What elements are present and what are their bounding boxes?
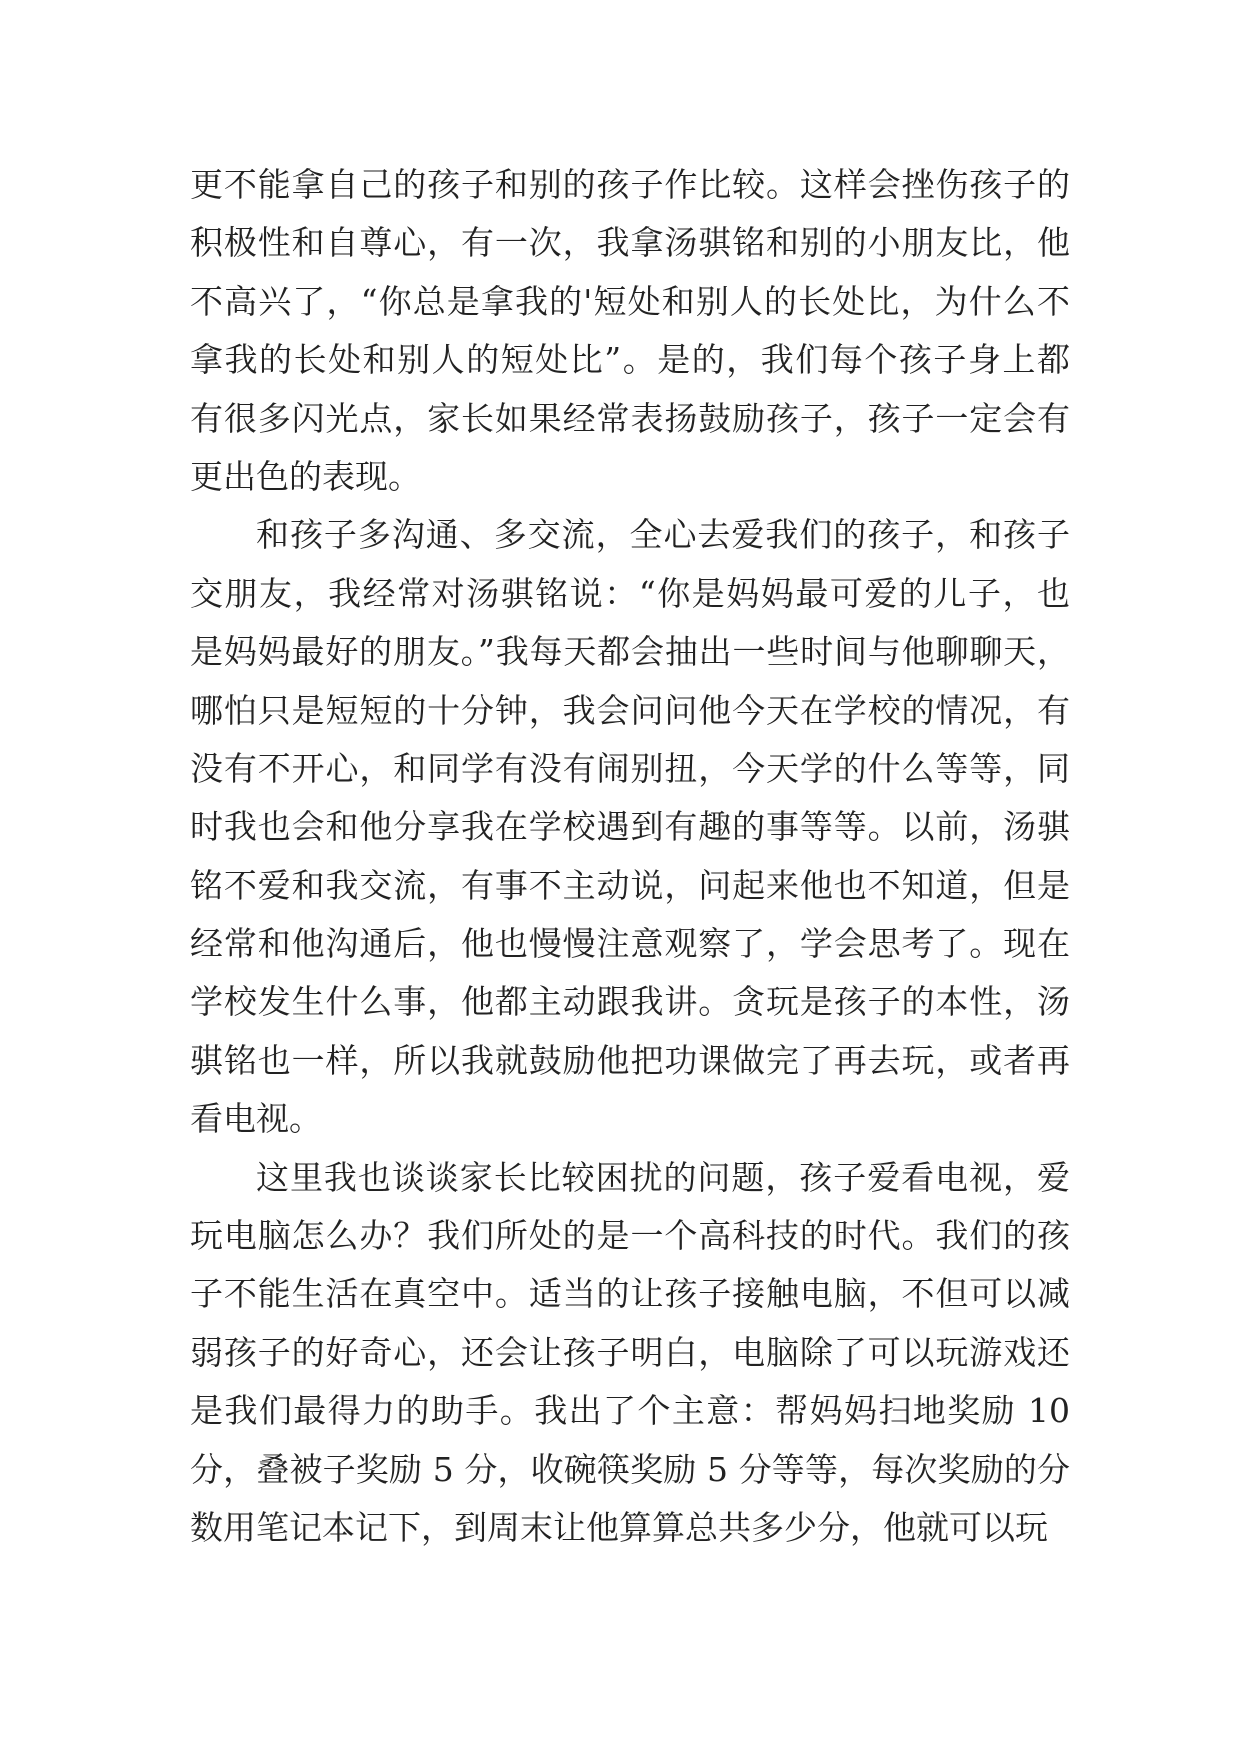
text-line: 是我们最得力的助手。我出了个主意：帮妈妈扫地奖励 10	[190, 1391, 1070, 1431]
text-line: 弱孩子的好奇心，还会让孩子明白，电脑除了可以玩游戏还	[190, 1332, 1070, 1372]
text-line: 分，叠被子奖励 5 分，收碗筷奖励 5 分等等，每次奖励的分	[190, 1449, 1070, 1489]
text-line: 铭不爱和我交流，有事不主动说，问起来他也不知道，但是	[190, 865, 1070, 905]
document-body	[190, 156, 1070, 1557]
text-line: 子不能生活在真空中。适当的让孩子接触电脑，不但可以减	[190, 1274, 1070, 1314]
text-line: 更不能拿自己的孩子和别的孩子作比较。这样会挫伤孩子的	[190, 165, 1070, 204]
text-line: 数用笔记本记下，到周末让他算算总共多少分，他就可以玩	[190, 1507, 1048, 1547]
text-line: 骐铭也一样，所以我就鼓励他把功课做完了再去玩，或者再	[190, 1040, 1070, 1080]
text-line: 这里我也谈谈家长比较困扰的问题，孩子爱看电视，爱	[256, 1157, 1070, 1197]
text-line: 时我也会和他分享我在学校遇到有趣的事等等。以前，汤骐	[190, 807, 1070, 847]
text-line: 有很多闪光点，家长如果经常表扬鼓励孩子，孩子一定会有	[190, 398, 1070, 438]
paragraph	[190, 156, 1070, 506]
paragraph	[190, 1149, 1070, 1558]
text-line: 交朋友，我经常对汤骐铭说：“你是妈妈最可爱的儿子，也	[190, 573, 1070, 613]
text-line: 和孩子多沟通、多交流，全心去爱我们的孩子，和孩子	[256, 515, 1070, 555]
text-line: 拿我的长处和别人的短处比”。是的，我们每个孩子身上都	[190, 340, 1070, 380]
text-line: 经常和他沟通后，他也慢慢注意观察了，学会思考了。现在	[190, 924, 1070, 964]
text-line: 学校发生什么事，他都主动跟我讲。贪玩是孩子的本性，汤	[190, 982, 1070, 1022]
text-line: 玩电脑怎么办？我们所处的是一个高科技的时代。我们的孩	[190, 1216, 1070, 1256]
text-line: 积极性和自尊心，有一次，我拿汤骐铭和别的小朋友比，他	[190, 223, 1070, 263]
paragraph	[190, 506, 1070, 1148]
text-line: 看电视。	[190, 1099, 322, 1139]
text-line: 哪怕只是短短的十分钟，我会问问他今天在学校的情况，有	[190, 690, 1070, 730]
text-line: 更出色的表现。	[190, 456, 421, 496]
text-line: 是妈妈最好的朋友。”我每天都会抽出一些时间与他聊聊天，	[190, 632, 1070, 672]
text-line: 没有不开心，和同学有没有闹别扭，今天学的什么等等，同	[190, 748, 1070, 788]
text-line: 不高兴了，“你总是拿我的'短处和别人的长处比，为什么不	[190, 281, 1070, 321]
